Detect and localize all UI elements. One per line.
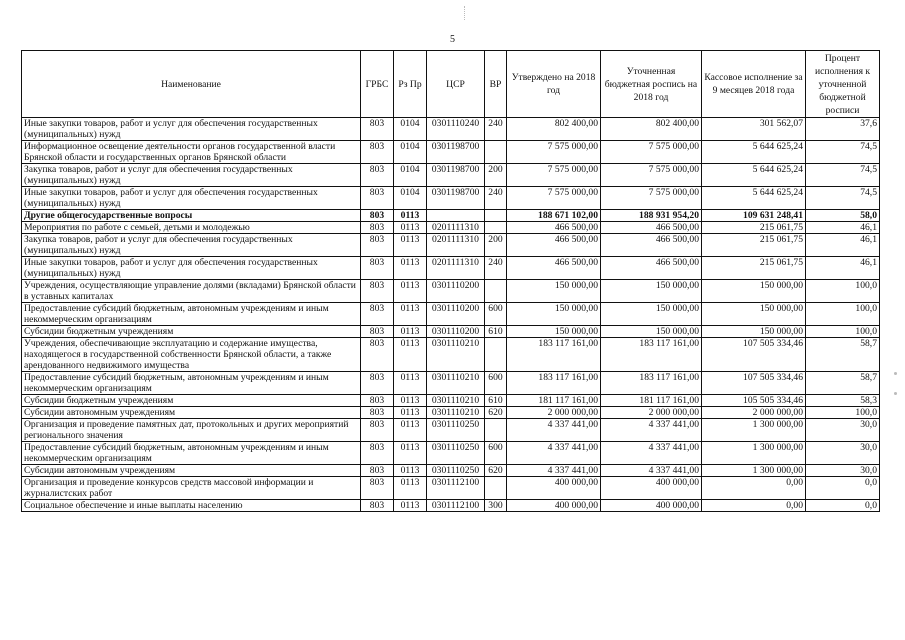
cell-refined: 183 117 161,00 [601, 372, 702, 395]
table-row [22, 234, 880, 257]
cell-name: Закупка товаров, работ и услуг для обеспечения государственных (муниципальных) нужд [22, 234, 361, 257]
cell-grbs: 803 [361, 465, 394, 477]
table-row [22, 164, 880, 187]
cell-name: Субсидии бюджетным учреждениям [22, 395, 361, 407]
cell-csr: 0301112100 [427, 477, 485, 500]
cell-vr: 600 [485, 303, 507, 326]
cell-percent: 58,0 [806, 210, 880, 222]
cell-grbs: 803 [361, 118, 394, 141]
cell-executed: 0,00 [702, 500, 806, 512]
table-row [22, 442, 880, 465]
cell-name: Субсидии бюджетным учреждениям [22, 326, 361, 338]
table-row [22, 141, 880, 164]
cell-vr [485, 477, 507, 500]
cell-csr: 0201111310 [427, 234, 485, 257]
cell-grbs: 803 [361, 407, 394, 419]
cell-rzpr: 0113 [394, 442, 427, 465]
cell-refined: 7 575 000,00 [601, 187, 702, 210]
cell-name: Субсидии автономным учреждениям [22, 407, 361, 419]
table-row [22, 280, 880, 303]
table-row [22, 407, 880, 419]
cell-refined: 466 500,00 [601, 257, 702, 280]
table-row [22, 210, 880, 222]
cell-executed: 1 300 000,00 [702, 465, 806, 477]
cell-percent: 30,0 [806, 419, 880, 442]
table-row [22, 395, 880, 407]
cell-executed: 0,00 [702, 477, 806, 500]
header-name: Наименование [22, 51, 361, 118]
cell-name: Закупка товаров, работ и услуг для обеспечения государственных (муниципальных) нужд [22, 164, 361, 187]
cell-grbs: 803 [361, 326, 394, 338]
header-csr: ЦСР [427, 51, 485, 118]
cell-approved: 2 000 000,00 [507, 407, 601, 419]
cell-percent: 0,0 [806, 500, 880, 512]
cell-refined: 466 500,00 [601, 222, 702, 234]
cell-grbs: 803 [361, 141, 394, 164]
cell-rzpr: 0113 [394, 257, 427, 280]
table-row [22, 257, 880, 280]
cell-grbs: 803 [361, 257, 394, 280]
cell-grbs: 803 [361, 500, 394, 512]
cell-rzpr: 0113 [394, 477, 427, 500]
cell-name: Информационное освещение деятельности органов государственной власти Брянской области и государственных органов Брянской области [22, 141, 361, 164]
cell-name: Иные закупки товаров, работ и услуг для обеспечения государственных (муниципальных) нужд [22, 257, 361, 280]
cell-percent: 58,7 [806, 338, 880, 372]
cell-approved: 466 500,00 [507, 257, 601, 280]
cell-rzpr: 0104 [394, 187, 427, 210]
cell-rzpr: 0113 [394, 303, 427, 326]
table-row [22, 118, 880, 141]
header-approved: Утверждено на 2018 год [507, 51, 601, 118]
table-row [22, 465, 880, 477]
cell-vr: 620 [485, 407, 507, 419]
cell-csr: 0201111310 [427, 257, 485, 280]
cell-refined: 802 400,00 [601, 118, 702, 141]
cell-grbs: 803 [361, 338, 394, 372]
cell-name: Предоставление субсидий бюджетным, автономным учреждениям и иным некоммерческим организациям [22, 372, 361, 395]
cell-percent: 37,6 [806, 118, 880, 141]
cell-vr: 600 [485, 442, 507, 465]
cell-rzpr: 0113 [394, 234, 427, 257]
cell-approved: 400 000,00 [507, 477, 601, 500]
cell-grbs: 803 [361, 419, 394, 442]
cell-approved: 400 000,00 [507, 500, 601, 512]
cell-percent: 46,1 [806, 234, 880, 257]
cell-name: Организация и проведение памятных дат, протокольных и других мероприятий регионального значения [22, 419, 361, 442]
cell-csr: 0301110210 [427, 338, 485, 372]
cell-refined: 4 337 441,00 [601, 465, 702, 477]
cell-vr: 240 [485, 257, 507, 280]
cell-percent: 74,5 [806, 164, 880, 187]
cell-vr [485, 419, 507, 442]
header-grbs: ГРБС [361, 51, 394, 118]
cell-refined: 466 500,00 [601, 234, 702, 257]
cell-rzpr: 0113 [394, 419, 427, 442]
table-row [22, 419, 880, 442]
cell-grbs: 803 [361, 280, 394, 303]
cell-approved: 150 000,00 [507, 303, 601, 326]
cell-name: Учреждения, осуществляющие управление долями (вкладами) Брянской области в уставных капиталах [22, 280, 361, 303]
cell-rzpr: 0113 [394, 326, 427, 338]
cell-vr [485, 222, 507, 234]
cell-grbs: 803 [361, 164, 394, 187]
cell-csr: 0301110250 [427, 419, 485, 442]
cell-name: Иные закупки товаров, работ и услуг для обеспечения государственных (муниципальных) нужд [22, 118, 361, 141]
cell-refined: 400 000,00 [601, 477, 702, 500]
cell-refined: 4 337 441,00 [601, 442, 702, 465]
cell-csr: 0301198700 [427, 164, 485, 187]
cell-executed: 2 000 000,00 [702, 407, 806, 419]
scan-artifact [894, 372, 897, 375]
cell-csr: 0301198700 [427, 187, 485, 210]
cell-name: Социальное обеспечение и иные выплаты населению [22, 500, 361, 512]
cell-rzpr: 0113 [394, 395, 427, 407]
table-row [22, 338, 880, 372]
cell-percent: 30,0 [806, 465, 880, 477]
cell-percent: 58,3 [806, 395, 880, 407]
cell-name: Организация и проведение конкурсов средств массовой информации и журналистских работ [22, 477, 361, 500]
cell-executed: 5 644 625,24 [702, 141, 806, 164]
cell-percent: 30,0 [806, 442, 880, 465]
cell-csr: 0201111310 [427, 222, 485, 234]
cell-csr: 0301110250 [427, 465, 485, 477]
cell-approved: 183 117 161,00 [507, 372, 601, 395]
cell-vr [485, 280, 507, 303]
cell-refined: 7 575 000,00 [601, 141, 702, 164]
cell-approved: 4 337 441,00 [507, 442, 601, 465]
cell-csr: 0301110200 [427, 280, 485, 303]
cell-grbs: 803 [361, 372, 394, 395]
cell-rzpr: 0113 [394, 280, 427, 303]
scan-artifact [894, 392, 897, 395]
cell-rzpr: 0104 [394, 118, 427, 141]
cell-rzpr: 0113 [394, 465, 427, 477]
table-header-row [22, 51, 880, 118]
cell-csr: 0301110240 [427, 118, 485, 141]
cell-approved: 466 500,00 [507, 222, 601, 234]
cell-vr: 600 [485, 372, 507, 395]
cell-csr: 0301110250 [427, 442, 485, 465]
cell-percent: 100,0 [806, 280, 880, 303]
cell-percent: 46,1 [806, 222, 880, 234]
header-rzpr: Рз Пр [394, 51, 427, 118]
cell-grbs: 803 [361, 234, 394, 257]
cell-csr: 0301110200 [427, 326, 485, 338]
cell-csr: 0301110210 [427, 372, 485, 395]
cell-executed: 1 300 000,00 [702, 419, 806, 442]
cell-refined: 2 000 000,00 [601, 407, 702, 419]
cell-approved: 4 337 441,00 [507, 465, 601, 477]
cell-csr: 0301110200 [427, 303, 485, 326]
cell-rzpr: 0113 [394, 338, 427, 372]
cell-vr: 300 [485, 500, 507, 512]
header-refined: Уточненная бюджетная роспись на 2018 год [601, 51, 702, 118]
cell-refined: 4 337 441,00 [601, 419, 702, 442]
table-row [22, 326, 880, 338]
cell-grbs: 803 [361, 395, 394, 407]
cell-csr [427, 210, 485, 222]
budget-execution-table [21, 50, 880, 512]
cell-refined: 7 575 000,00 [601, 164, 702, 187]
cell-rzpr: 0104 [394, 164, 427, 187]
cell-grbs: 803 [361, 442, 394, 465]
cell-approved: 188 671 102,00 [507, 210, 601, 222]
cell-executed: 109 631 248,41 [702, 210, 806, 222]
cell-grbs: 803 [361, 210, 394, 222]
scan-artifact [464, 6, 469, 20]
cell-executed: 5 644 625,24 [702, 187, 806, 210]
cell-vr [485, 141, 507, 164]
cell-refined: 150 000,00 [601, 326, 702, 338]
table-row [22, 222, 880, 234]
cell-approved: 181 117 161,00 [507, 395, 601, 407]
page-number: 5 [450, 34, 455, 45]
table-row [22, 500, 880, 512]
cell-executed: 215 061,75 [702, 234, 806, 257]
cell-executed: 105 505 334,46 [702, 395, 806, 407]
cell-approved: 802 400,00 [507, 118, 601, 141]
table-row [22, 303, 880, 326]
cell-percent: 0,0 [806, 477, 880, 500]
cell-executed: 150 000,00 [702, 280, 806, 303]
cell-executed: 301 562,07 [702, 118, 806, 141]
cell-vr: 610 [485, 326, 507, 338]
cell-rzpr: 0113 [394, 210, 427, 222]
cell-vr: 240 [485, 187, 507, 210]
table-body [22, 118, 880, 512]
cell-vr [485, 210, 507, 222]
cell-rzpr: 0113 [394, 222, 427, 234]
cell-csr: 0301110210 [427, 407, 485, 419]
cell-name: Иные закупки товаров, работ и услуг для обеспечения государственных (муниципальных) нужд [22, 187, 361, 210]
cell-vr: 610 [485, 395, 507, 407]
header-percent: Процент исполнения к уточненной бюджетной росписи [806, 51, 880, 118]
cell-rzpr: 0104 [394, 141, 427, 164]
cell-rzpr: 0113 [394, 372, 427, 395]
cell-refined: 400 000,00 [601, 500, 702, 512]
cell-name: Субсидии автономным учреждениям [22, 465, 361, 477]
cell-name: Предоставление субсидий бюджетным, автономным учреждениям и иным некоммерческим организациям [22, 303, 361, 326]
cell-approved: 7 575 000,00 [507, 187, 601, 210]
cell-percent: 74,5 [806, 187, 880, 210]
cell-approved: 150 000,00 [507, 326, 601, 338]
cell-csr: 0301112100 [427, 500, 485, 512]
table-row [22, 372, 880, 395]
cell-refined: 150 000,00 [601, 303, 702, 326]
cell-percent: 100,0 [806, 303, 880, 326]
cell-percent: 58,7 [806, 372, 880, 395]
cell-approved: 183 117 161,00 [507, 338, 601, 372]
header-executed: Кассовое исполнение за 9 месяцев 2018 года [702, 51, 806, 118]
cell-approved: 150 000,00 [507, 280, 601, 303]
cell-percent: 46,1 [806, 257, 880, 280]
table-row [22, 187, 880, 210]
cell-grbs: 803 [361, 187, 394, 210]
cell-grbs: 803 [361, 477, 394, 500]
cell-vr: 200 [485, 234, 507, 257]
cell-grbs: 803 [361, 303, 394, 326]
cell-csr: 0301198700 [427, 141, 485, 164]
cell-name: Мероприятия по работе с семьей, детьми и молодежью [22, 222, 361, 234]
cell-executed: 150 000,00 [702, 326, 806, 338]
cell-vr [485, 338, 507, 372]
cell-executed: 5 644 625,24 [702, 164, 806, 187]
cell-executed: 1 300 000,00 [702, 442, 806, 465]
header-vr: ВР [485, 51, 507, 118]
cell-approved: 7 575 000,00 [507, 141, 601, 164]
cell-approved: 7 575 000,00 [507, 164, 601, 187]
cell-vr: 200 [485, 164, 507, 187]
cell-refined: 150 000,00 [601, 280, 702, 303]
cell-percent: 74,5 [806, 141, 880, 164]
cell-rzpr: 0113 [394, 500, 427, 512]
cell-vr: 620 [485, 465, 507, 477]
cell-executed: 107 505 334,46 [702, 372, 806, 395]
cell-refined: 183 117 161,00 [601, 338, 702, 372]
cell-name: Предоставление субсидий бюджетным, автономным учреждениям и иным некоммерческим организациям [22, 442, 361, 465]
cell-name: Учреждения, обеспечивающие эксплуатацию и содержание имущества, находящегося в государственной собственности Брянской области, а также арендованного недвижимого имущества [22, 338, 361, 372]
cell-executed: 215 061,75 [702, 222, 806, 234]
cell-executed: 215 061,75 [702, 257, 806, 280]
cell-approved: 466 500,00 [507, 234, 601, 257]
cell-refined: 181 117 161,00 [601, 395, 702, 407]
table-row [22, 477, 880, 500]
cell-executed: 107 505 334,46 [702, 338, 806, 372]
cell-name: Другие общегосударственные вопросы [22, 210, 361, 222]
cell-csr: 0301110210 [427, 395, 485, 407]
cell-percent: 100,0 [806, 326, 880, 338]
cell-approved: 4 337 441,00 [507, 419, 601, 442]
cell-vr: 240 [485, 118, 507, 141]
cell-refined: 188 931 954,20 [601, 210, 702, 222]
cell-rzpr: 0113 [394, 407, 427, 419]
cell-percent: 100,0 [806, 407, 880, 419]
cell-grbs: 803 [361, 222, 394, 234]
cell-executed: 150 000,00 [702, 303, 806, 326]
